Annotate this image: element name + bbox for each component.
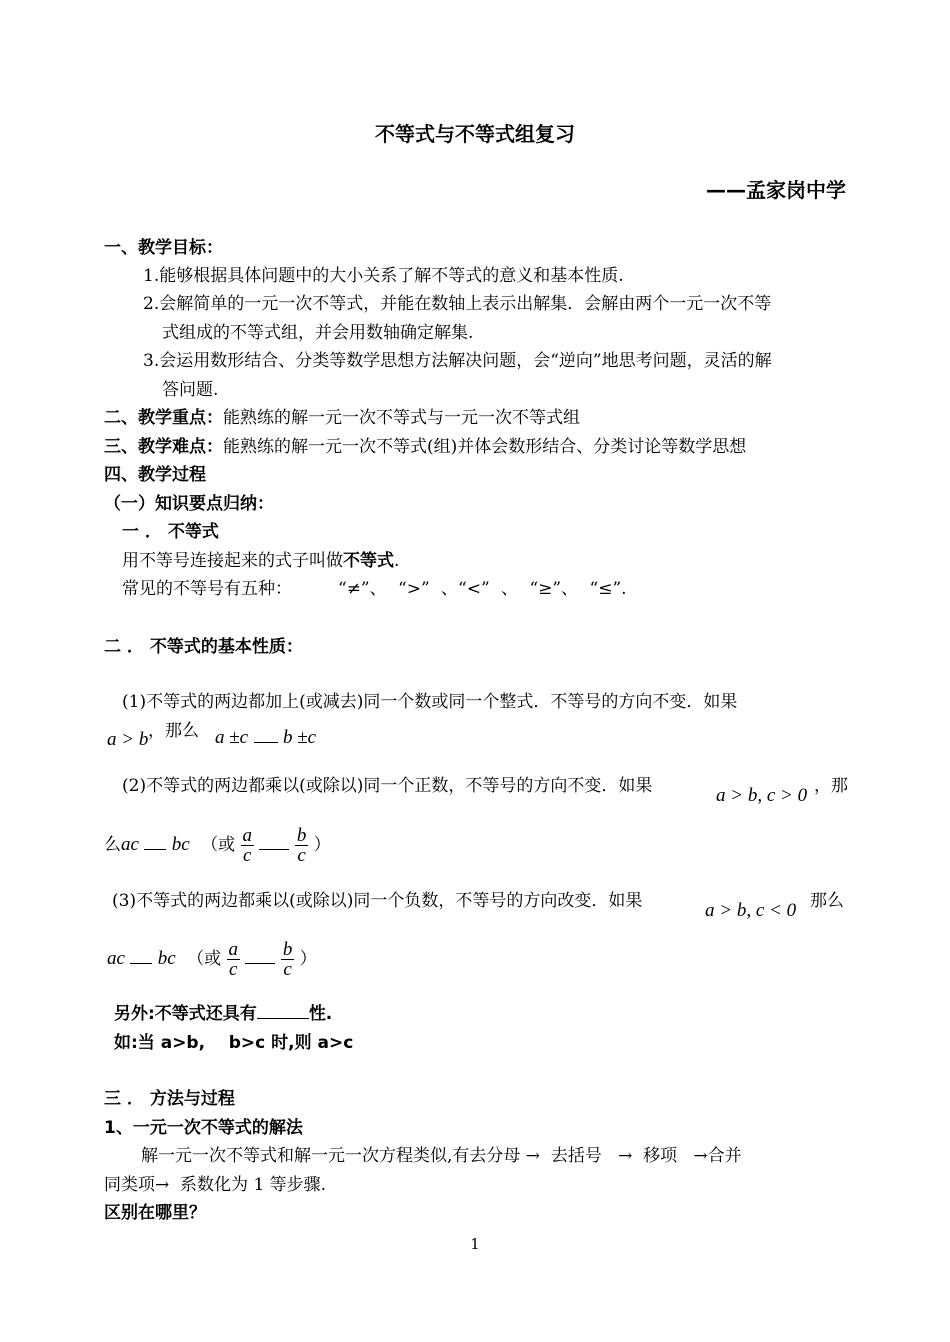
goal-3-line-1: 3.会运用数形结合、分类等数学思想方法解决问题，会“逆向”地思考问题，灵活的解 [143, 351, 772, 371]
goal-3-line-2: 答问题. [162, 380, 219, 400]
difference-question: 区别在哪里？ [104, 1203, 206, 1223]
property-1-right: b ±c [282, 727, 317, 748]
fraction-numerator: b [282, 939, 293, 960]
property-1-left: a ±c [215, 727, 249, 748]
property-2-condition: a > b, c > 0 [716, 785, 808, 806]
process-heading: 四、教学过程 [104, 465, 206, 485]
teaching-difficulty [104, 432, 746, 457]
property-3-bc: bc [157, 948, 176, 969]
goals-heading: 一、教学目标： [104, 238, 223, 258]
section-3-heading: 三 ． 方法与过程 [104, 1089, 235, 1109]
property-3-fraction-b-over-c [281, 940, 295, 979]
fraction-denominator: c [283, 959, 292, 980]
goal-2-line-1: 2.会解简单的一元一次不等式，并能在数轴上表示出解集．会解由两个一元一次不等 [143, 294, 772, 314]
page-number: 1 [470, 1235, 480, 1253]
property-3-or-close: ） [299, 949, 317, 969]
transitive-property [114, 999, 332, 1024]
property-2-me: 么 [104, 835, 121, 855]
focus-label: 二、教学重点： [104, 408, 223, 428]
goal-1: 1.能够根据具体问题中的大小关系了解不等式的意义和基本性质. [143, 266, 624, 286]
property-2-result [104, 826, 331, 865]
property-1-blank[interactable] [254, 728, 278, 743]
property-3-ac: ac [107, 948, 125, 969]
property-1-text: (1)不等式的两边都加上(或减去)同一个数或同一个整式．不等号的方向不变．如果 [122, 692, 738, 712]
section-2-heading: 二 ． 不等式的基本性质： [104, 637, 303, 657]
subsection-1-heading: 1、一元一次不等式的解法 [104, 1118, 303, 1138]
property-1-condition: a > b [107, 729, 149, 750]
property-3-result [107, 940, 317, 979]
summary-heading: （一）知识要点归纳： [104, 494, 274, 514]
solving-steps-line-1: 解一元一次不等式和解一元一次方程类似,有去分母 → 去括号 → 移项 →合并 [141, 1146, 742, 1166]
fraction-numerator: a [228, 939, 238, 960]
section-1-heading: 一 ． 不等式 [122, 522, 219, 542]
property-3-condition [705, 900, 796, 922]
teaching-focus [104, 403, 580, 428]
solving-steps-line-2: 同类项→ 系数化为 1 等步骤. [104, 1175, 327, 1195]
fraction-numerator: a [242, 825, 252, 846]
common-signs-list: “≠”、 “>” 、“<” 、 “≥”、 “≤”. [338, 579, 627, 599]
school-name: ——孟家岗中学 [706, 178, 846, 202]
property-2-text: (2)不等式的两边都乘以(或除以)同一个正数，不等号的方向不变．如果 [122, 776, 653, 796]
property-2-na: ，那 [814, 776, 848, 796]
fraction-denominator: c [243, 845, 252, 866]
goal-2-line-2: 式组成的不等式组，并会用数轴确定解集. [162, 323, 474, 343]
definition-term: 不等式 [343, 551, 394, 571]
fraction-denominator: c [297, 845, 306, 866]
property-2-blank-2[interactable] [259, 835, 289, 850]
extra-end: 性. [308, 1004, 333, 1024]
fraction-denominator: c [229, 959, 238, 980]
property-3-cond-b: , c < 0 [746, 900, 797, 921]
inequality-definition [122, 546, 399, 571]
property-2-or-close: ） [313, 835, 331, 855]
property-3-text: (3)不等式的两边都乘以(或除以)同一个负数，不等号的方向改变．如果 [112, 891, 643, 911]
definition-end: . [394, 551, 400, 571]
common-signs-label: 常见的不等号有五种： [122, 579, 292, 599]
document-title: 不等式与不等式组复习 [375, 122, 575, 146]
property-1-then: ，那么 [148, 721, 199, 741]
property-1-expression [215, 727, 316, 749]
transitive-blank[interactable] [257, 1004, 309, 1019]
property-3-blank-2[interactable] [245, 949, 275, 964]
property-3-fraction-a-over-c [227, 940, 241, 979]
focus-text: 能熟练的解一元一次不等式与一元一次不等式组 [223, 408, 580, 428]
property-2-bc: bc [171, 834, 190, 855]
difficulty-text: 能熟练的解一元一次不等式(组)并体会数形结合、分类讨论等数学思想 [223, 437, 747, 457]
property-2-ac: ac [121, 834, 139, 855]
property-2-fraction-b-over-c [295, 826, 309, 865]
property-2-fraction-a-over-c [241, 826, 255, 865]
difficulty-label: 三、教学难点： [104, 437, 223, 457]
property-3-cond-a: a > b [705, 900, 747, 921]
property-2-or-open: （或 [201, 835, 236, 855]
extra-text: 另外:不等式还具有 [114, 1004, 257, 1024]
transitive-example: 如:当 a>b, b>c 时,则 a>c [114, 1033, 354, 1053]
property-3-or-open: （或 [187, 949, 222, 969]
fraction-numerator: b [296, 825, 307, 846]
property-2-blank-1[interactable] [144, 835, 166, 850]
property-3-then: 那么 [810, 891, 844, 911]
property-3-blank-1[interactable] [130, 949, 152, 964]
definition-text: 用不等号连接起来的式子叫做 [122, 551, 343, 571]
